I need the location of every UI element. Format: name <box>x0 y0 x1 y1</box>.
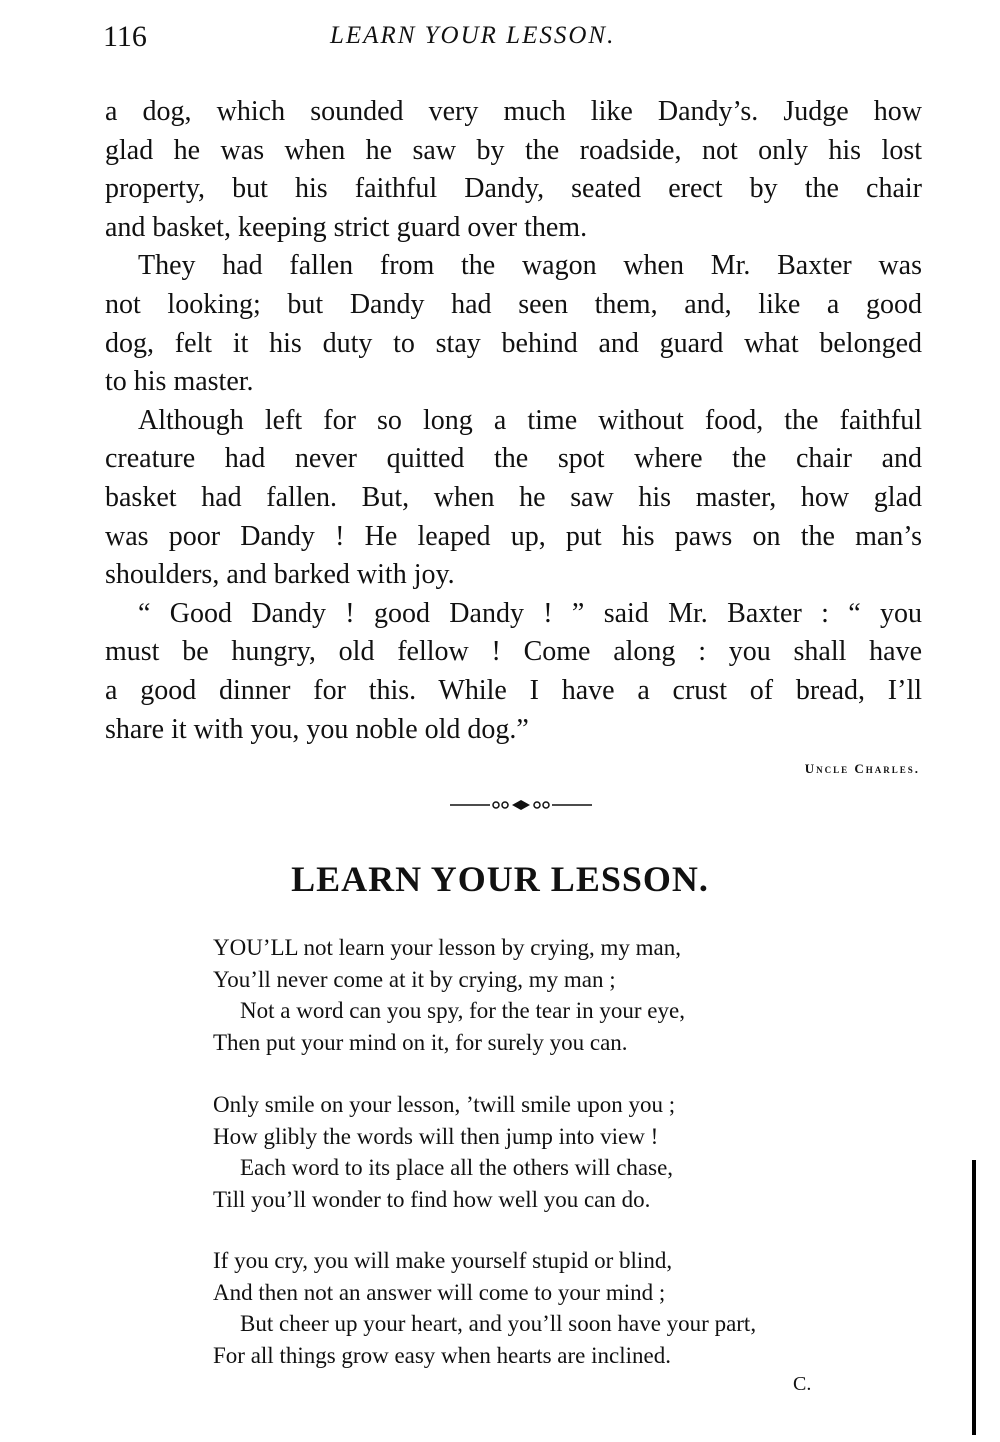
poem-line: But cheer up your heart, and you’ll soon have your part, <box>240 1311 757 1336</box>
text-line: a good dinner for this. While I have a crust of bread, I’ll <box>105 675 922 706</box>
text-line: creature had never quitted the spot where the chair and <box>105 443 922 475</box>
text-line: shoulders, and barked with joy. <box>105 559 455 591</box>
poem-line: You’ll never come at it by crying, my man ; <box>213 966 616 992</box>
text-line: must be hungry, old fellow ! Come along : you shall have <box>105 636 922 668</box>
poem-line: Till you’ll wonder to find how well you can do. <box>213 1186 651 1212</box>
poem-line: And then not an answer will come to your mind ; <box>213 1279 666 1305</box>
text-line: a dog, which sounded very much like Dandy’s. Judge how <box>105 96 922 127</box>
poem-line: YOU’LL not learn your lesson by crying, my man, <box>213 935 681 960</box>
ornament-divider <box>450 798 592 812</box>
poem-line: Then put your mind on it, for surely you can. <box>213 1029 628 1055</box>
poem-title: LEARN YOUR LESSON. <box>291 859 709 899</box>
text-line: share it with you, you noble old dog.” <box>105 713 529 745</box>
text-line: not looking; but Dandy had seen them, and, like a good <box>105 289 922 320</box>
poem-line: If you cry, you will make yourself stupid or blind, <box>213 1248 673 1273</box>
poem-signature: C. <box>793 1373 812 1395</box>
text-line: glad he was when he saw by the roadside, not only his lost <box>105 134 922 166</box>
text-line: dog, felt it his duty to stay behind and guard what belonged <box>105 327 922 359</box>
text-line: to his master. <box>105 366 254 398</box>
poem-line: How glibly the words will then jump into view ! <box>213 1123 659 1149</box>
page-number: 116 <box>103 20 147 53</box>
poem-line: Each word to its place all the others will chase, <box>240 1155 674 1180</box>
text-line: was poor Dandy ! He leaped up, put his paws on the man’s <box>105 520 922 552</box>
page-edge-line <box>972 1160 976 1435</box>
text-line: “ Good Dandy ! good Dandy ! ” said Mr. Baxter : “ you <box>138 597 922 629</box>
poem-line: Not a word can you spy, for the tear in your eye, <box>240 998 685 1023</box>
story-signature: Uncle Charles. <box>804 761 920 776</box>
text-line: They had fallen from the wagon when Mr. Baxter was <box>138 250 922 282</box>
poem-line: Only smile on your lesson, ’twill smile upon you ; <box>213 1092 676 1117</box>
text-line: basket had fallen. But, when he saw his master, how glad <box>105 482 922 513</box>
text-line: and basket, keeping strict guard over them. <box>105 211 588 243</box>
poem-line: For all things grow easy when hearts are inclined. <box>213 1342 671 1368</box>
running-head: LEARN YOUR LESSON. <box>330 22 616 49</box>
text-line: Although left for so long a time without food, the faithful <box>138 404 922 436</box>
text-line: property, but his faithful Dandy, seated erect by the chair <box>105 173 922 205</box>
